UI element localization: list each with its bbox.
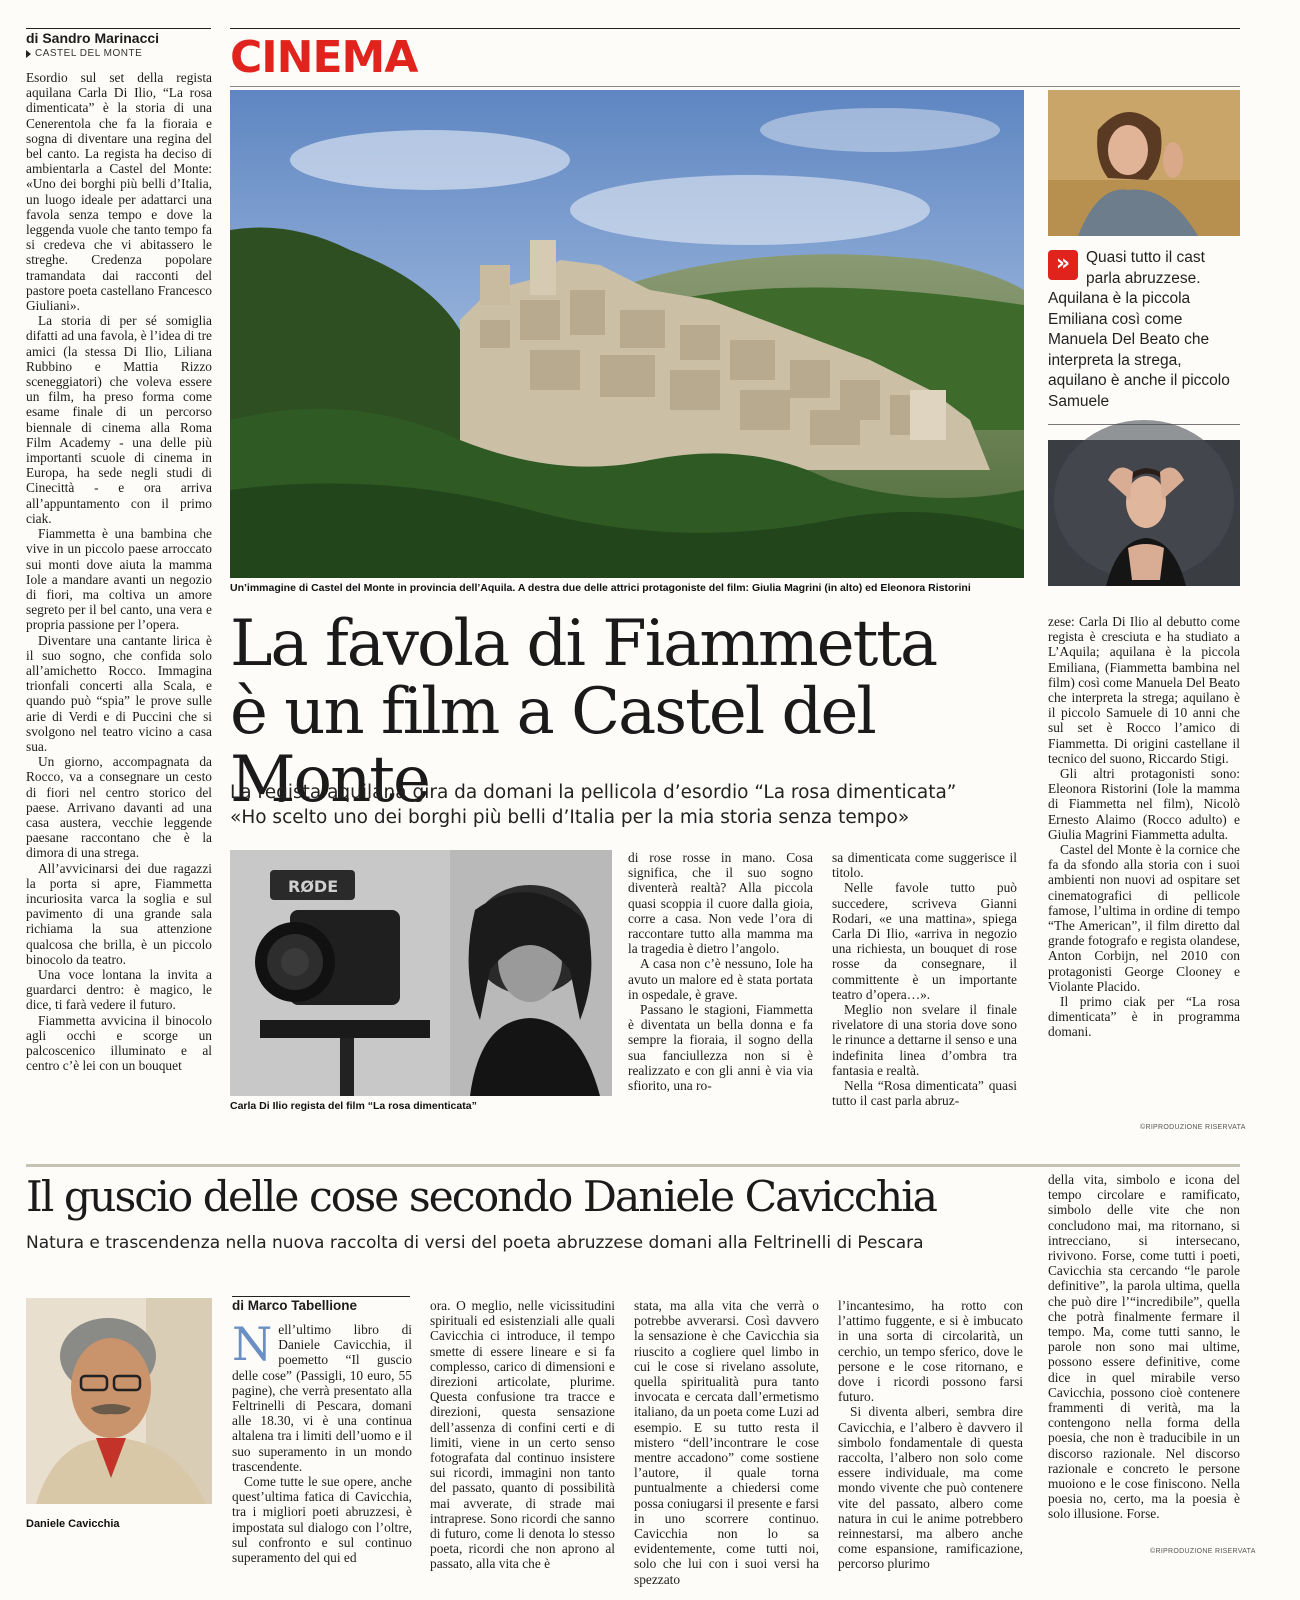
article2-column-3 [634, 1298, 819, 1587]
article1-column-5 [1048, 614, 1240, 1092]
subheadline-2: Natura e trascendenza nella nuova raccolta di versi del poeta abruzzese domani alla Feltrinelli di Pescara [26, 1233, 924, 1253]
article2-column-2 [430, 1298, 615, 1572]
poet-illustration [26, 1298, 212, 1504]
subheadline [230, 780, 1030, 830]
article1-column-1 [26, 70, 212, 1120]
pull-quote-text: Quasi tutto il cast parla abruzzese. Aquilana è la piccola Emiliana così come Manuela Del Beato che interpreta la strega, aquilano è anche il piccolo Samuele [1048, 249, 1230, 410]
byline: di Sandro Marinacci [26, 30, 160, 46]
section-underline [230, 86, 1240, 87]
copyright-notice: ©RIPRODUZIONE RISERVATA [1140, 1124, 1246, 1131]
double-chevron-right-icon: » [1048, 250, 1078, 280]
poet-photo [26, 1298, 212, 1504]
actress-eleonora-illustration [1048, 440, 1240, 586]
poet-photo-caption: Daniele Cavicchia [26, 1518, 120, 1530]
article2-column-1 [232, 1317, 412, 1566]
paragraph: A casa non c’è nessuno, Iole ha avuto un malore ed è stata portata in ospedale, è grave. [628, 956, 813, 1002]
director-illustration [230, 850, 612, 1096]
paragraph: Nelle favole tutto può succedere, scriveva Gianni Rodari, «e una mattina», spiega Carla Di Ilio, «arriva in negozio una richiesta, un bouquet di rose rosse da consegnare, il committente è un importante teatro d’opera…». [832, 880, 1017, 1002]
headline-line-1: La favola di Fiammetta [230, 607, 937, 681]
actress-giulia-illustration [1048, 90, 1240, 236]
triangle-marker-icon [26, 50, 31, 58]
actress-photo-bottom [1048, 440, 1240, 586]
paragraph: Meglio non svelare il finale rivelatore di una storia dove sono le rinunce a dettarne il senso e una indefinita linea d’ombra tra fantasia e realtà. [832, 1002, 1017, 1078]
paragraph: sa dimenticata come suggerisce il titolo. [832, 850, 1017, 881]
headline-line-2: è un film a Castel del Monte [230, 675, 875, 817]
top-rule [230, 28, 1240, 29]
paragraph: zese: Carla Di Ilio al debutto come regista è cresciuta e ha studiato a L’Aquila; aquilana è la piccola Emiliana, (Fiammetta bambina nel film) così come Manuela Del Beato che interpreta la strega; aquilano è il piccolo Samuele di 10 anni che sul set è Rocco l’amico di Fiammetta. Di origini castellane il tecnico del suono, Riccardo Stigi. [1048, 614, 1240, 766]
paragraph: ora. O meglio, nelle vicissitudini spirituali ed esistenziali alle quali Cavicchia ci introduce, il tempo smette di essere lineare e si fa complesso, carico di dimensioni e direzioni articolate, plurime. Questa confusione tra tracce e direzioni, questa sensazione dell’assenza di confini certi e di limiti, viene in un certo senso fotografata dal continuo insistere sui ricordi, immagini non tanto del passato, quanto di possibilità mai avverate, di strade mai intraprese. Sono ricordi che sanno di futuro, come li denota lo stesso poeta, ricordi che non aprono al passato, alla vita che è [430, 1298, 615, 1572]
paragraph-text: ell’ultimo libro di Daniele Cavicchia, il poemetto “Il guscio delle cose” (Passigli, 10 euro, 55 pagine), che verrà presentato alla Feltrinelli di Pescara, domani alle 18.30, vi è una continua altalena tra i limiti dell’uomo e il suo superamento in un mondo trascendente. [232, 1322, 412, 1474]
dateline-place [26, 48, 142, 59]
copyright-notice-2: ©RIPRODUZIONE RISERVATA [1150, 1548, 1256, 1555]
pull-quote [1048, 248, 1240, 412]
paragraph: Gli altri protagonisti sono: Eleonora Ristorini (Iole la mamma di Fiammetta nel film), Nicolò Ernesto Alaimo (Rocco adulto) e Giulia Magrini Fiammetta adulta. [1048, 766, 1240, 842]
article-cavicchia [0, 1170, 1300, 1600]
paragraph: stata, ma alla vita che verrà o potrebbe avverarsi. Così davvero la sensazione è che Cavicchia sia riuscito a cogliere quel limbo in cui le cose si rivelano assolute, quella spiritualità pura tanto invocata e cercata dall’ermetismo italiano, da un poeta come Luzi ad esempio. E su tutto resta il mistero “dell’incontrare le cose mentre accadono” come sostiene l’autore, il quale torna puntualmente a chiedersi come possa coniugarsi il presente e farsi in uno scorrere continuo. Cavicchia non lo sa evidentemente, come tutti noi, solo che lui con i suoi versi ha spezzato [634, 1298, 819, 1587]
actress-photo-top [1048, 90, 1240, 236]
dropcap: N [232, 1317, 273, 1371]
article2-column-4 [838, 1298, 1023, 1572]
paragraph: Fiammetta avvicina il binocolo agli occhi e scorge un palcoscenico illuminato e al centro c’è lei con un bouquet [26, 1012, 212, 1074]
main-photo-caption: Un’immagine di Castel del Monte in provincia dell’Aquila. A destra due delle attrici protagoniste del film: Giulia Magrini (in alto) ed Eleonora Ristorini [230, 582, 971, 594]
director-photo-caption: Carla Di Ilio regista del film “La rosa dimenticata” [230, 1100, 477, 1112]
subheadline-line-2: «Ho scelto uno dei borghi più belli d’Italia per la mia storia senza tempo» [230, 807, 910, 828]
section-label: CINEMA [230, 32, 418, 83]
castel-del-monte-photo [230, 90, 1024, 578]
paragraph: Un giorno, accompagnata da Rocco, va a consegnare un cesto di fiori nel centro storico del paese. Arrivano davanti ad una casa austera, vecchie leggende paesane raccontano che è la dimora di una strega. [26, 754, 212, 861]
paragraph: La storia di per sé somiglia difatti ad una favola, è l’idea di tre amici (la stessa Di Ilio, Liliana Rubbino e Mattia Rizzo sceneggiatori) che voleva essere un film, ha preso forma come esame finale di un percorso biennale di cinema alla Roma Film Academy - una delle più importanti scuole di cinema in Europa, ha sede negli studi di Cinecittà - e ora arriva all’appuntamento con il primo ciak. [26, 313, 212, 526]
paragraph: Si diventa alberi, sembra dire Cavicchia, e l’albero è davvero il simbolo fondamentale di questa raccolta, l’albero non solo come essere individuale, ma come mondo vivente che può contenere vite del passato, albero come natura in cui le anime potrebbero reinnestarsi, ma albero anche come espansione, ramificazione, percorso plurimo [838, 1404, 1023, 1572]
article1-column-4 [832, 850, 1017, 1108]
paragraph: Castel del Monte è la cornice che fa da sfondo alla storia con i suoi ambienti non nuovi ad ospitare set cinematografici di pellicole famose, l’ultima in ordine di tempo “The American”, il film diretto dal grande fotografo e regista olandese, Anton Corbijn, nel 2010 con protagonisti George Clooney e Violante Placido. [1048, 842, 1240, 994]
byline-rule [232, 1296, 410, 1297]
paragraph: Esordio sul set della regista aquilana Carla Di Ilio, “La rosa dimenticata” è la storia di una Cenerentola che fa la fioraia e sogna di diventare una regina del bel canto. La regista ha deciso di ambientarla a Castel del Monte: «Uno dei borghi più belli d’Italia, un luogo ideale per adattarci una favola senza tempo e dove la leggenda vuole che tanto tempo fa si credeva che vi abitassero le streghe. Credenza popolare tramandata dai racconti del pastore poeta castellano Francesco Giuliani». [26, 70, 212, 314]
article1-column-3 [628, 850, 813, 1105]
svg-text:RØDE: RØDE [288, 877, 339, 896]
landscape-illustration [230, 90, 1024, 578]
paragraph: Come tutte le sue opere, anche quest’ultima fatica di Cavicchia, tra i migliori poeti abruzzesi, è impostata sul dialogo con l’oltre, sul confronto e sul continuo superamento del qui ed [232, 1474, 412, 1566]
byline-2: di Marco Tabellione [232, 1298, 358, 1313]
paragraph: Passano le stagioni, Fiammetta è diventata un bella donna e fa sempre la fioraia, il sogno della sua fanciullezza non si è realizzato e con gli anni è via via sfiorito, una ro- [628, 1002, 813, 1094]
headline-2: Il guscio delle cose secondo Daniele Cavicchia [26, 1173, 937, 1222]
paragraph: All’avvicinarsi dei due ragazzi la porta si apre, Fiammetta incuriosita varca la soglia e sul pavimento di una grande sala richiama la sua attenzione qualcosa che brilla, è un piccolo binocolo da teatro. [26, 860, 212, 967]
paragraph: Il primo ciak per “La rosa dimenticata” è in programma domani. [1048, 994, 1240, 1040]
paragraph: Una voce lontana la invita a guardarci dentro: è magico, le dice, ti farà vedere il futuro. [26, 966, 212, 1013]
director-photo [230, 850, 612, 1096]
paragraph: della vita, simbolo e icona del tempo circolare e ramificato, simbolo delle vite che non concludono mai, ma ritornano, si intrecciano, si intersecano, rivivono. Forse, come tutti i poeti, Cavicchia sta cercando “le parole definitive”, la parola ultima, quella che può dire l’“incredibile”, quella che potrà finalmente fermare il tempo. Ma, come tutti sanno, le parole non sono mai ultime, possono essere definitive, come dice in quel mirabile verso Cavicchia, possono cioè contenere frammenti di verità, ma la contengono nella forma della poesia, che non è traducibile in un discorso razionale. Nel discorso razionale e concreto le persone muoiono e le cose finiscono. Nella poesia no, certo, ma la poesia è solo illusione. Forse. [1048, 1172, 1240, 1522]
paragraph [232, 1317, 412, 1474]
paragraph: Fiammetta è una bambina che vive in un piccolo paese arroccato sui monti dove aiuta la mamma Iole a mandare avanti un negozio di fiori, ma coltiva un amore segreto per il bel canto, una vera e propria passione per l’opera. [26, 526, 212, 633]
paragraph: l’incantesimo, ha rotto con l’attimo fuggente, e si è imbucato in una sorta di circolarità, un cerchio, un tempo sferico, dove le persone e le cose ritornano, e dove i ricordi possono farsi futuro. [838, 1298, 1023, 1405]
article-separator [26, 1164, 1240, 1167]
dateline-place-text: CASTEL DEL MONTE [35, 48, 143, 59]
paragraph: di rose rosse in mano. Cosa significa, che il suo sogno diventerà realtà? Alla piccola quasi scoppia il cuore dalla gioia, corre a casa. Non vede l’ora di raccontare tutto alla mamma ma la tragedia è dietro l’angolo. [628, 850, 813, 957]
article2-column-5 [1048, 1172, 1240, 1540]
paragraph: Diventare una cantante lirica è il suo sogno, che confida solo all’amichetto Rocco. Immagina trionfali concerti alla Scala, e quando può “spia” le prove sulle arie di Verdi e di Puccini che si svolgono nel teatro vicino a casa sua. [26, 632, 212, 754]
paragraph: Nella “Rosa dimenticata” quasi tutto il cast parla abruz- [832, 1078, 1017, 1109]
top-rule-left [26, 28, 211, 29]
subheadline-line-1: La regista aquilana gira da domani la pellicola d’esordio “La rosa dimenticata” [230, 782, 957, 803]
